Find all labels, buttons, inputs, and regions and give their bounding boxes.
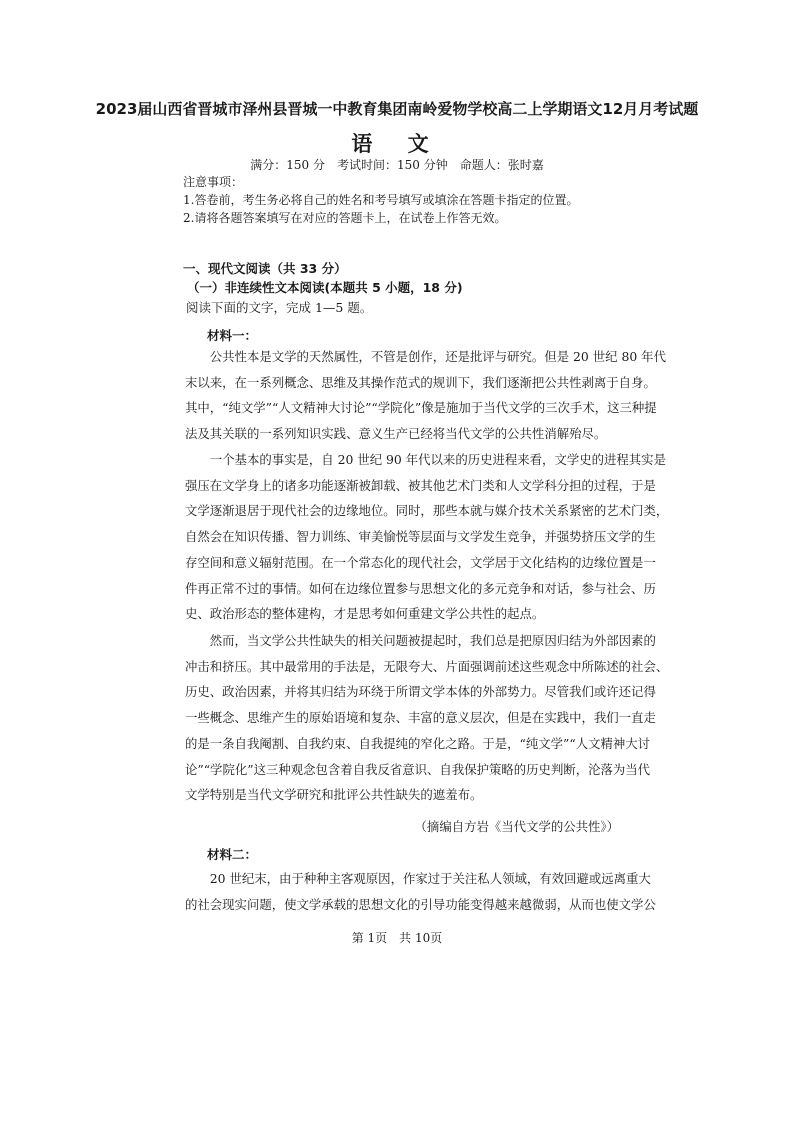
text-line: 冲击和挤压。其中最常用的手法是，无限夸大、片面强调前述这些观念中所陈述的社会、 <box>185 658 669 674</box>
subject-title: 语 文 <box>351 132 443 156</box>
text-line: 论”“学院化”这三种观念包含着自我反省意识、自我保护策略的历史判断，沦落为当代 <box>185 761 651 777</box>
text-line: 的是一条自我阉割、自我约束、自我提纯的窄化之路。于是，“纯文学”“人文精神大讨 <box>185 735 651 751</box>
text-line: 史、政治形态的整体建构，才是思考如何重建文学公共性的起点。 <box>185 606 545 622</box>
exam-title: 2023届山西省晋城市泽州县晋城一中教育集团南岭爱物学校高二上学期语文12月月考试题 <box>95 100 699 118</box>
material-1-paragraph-3 <box>185 628 669 808</box>
text-line: 其中，“纯文学”“人文精神大讨论”“学院化”像是施加于当代文学的三次手术，这三种提 <box>185 400 657 416</box>
section-title: 一、现代文阅读（共 33 分） <box>183 261 347 276</box>
material-1-paragraph-1 <box>185 344 666 447</box>
text-line: 一个基本的事实是，自 20 世纪 90 年代以来的历史进程来看，文学史的进程其实是 <box>185 452 666 467</box>
text-line: 一些概念、思维产生的原始语境和复杂、丰富的意义层次，但是在实践中，我们一直走 <box>185 710 656 726</box>
text-line: 公共性本是文学的天然属性，不管是创作，还是批评与研究。但是 20 世纪 80 年代 <box>185 349 666 364</box>
material-1-source: （摘编自方岩《当代文学的公共性》） <box>414 819 619 834</box>
exam-meta: 满分：150 分 考试时间：150 分钟 命题人：张时嘉 <box>250 158 544 172</box>
text-line: 文学特别是当代文学研究和批评公共性缺失的遮羞布。 <box>185 787 483 803</box>
page-footer: 第 1页 共 10页 <box>351 931 443 945</box>
notes-block <box>183 173 623 227</box>
material-1-paragraph-2 <box>185 447 669 627</box>
note-item: 2.请将各题答案填写在对应的答题卡上，在试卷上作答无效。 <box>183 211 507 225</box>
material-1-label: 材料一： <box>207 328 258 343</box>
text-line: 文学逐渐退居于现代社会的边缘地位。同时，那些本就与媒介技术关系紧密的艺术门类， <box>185 503 669 519</box>
section-subtitle: （一）非连续性文本阅读(本题共 5 小题，18 分) <box>187 280 463 295</box>
text-line: 末以来，在一系列概念、思维及其操作范式的规训下，我们逐渐把公共性剥离于自身。 <box>185 374 656 390</box>
notes-heading: 注意事项： <box>183 175 244 189</box>
text-line: 存空间和意义辐射范围。在一个常态化的现代社会，文学居于文化结构的边缘位置是一 <box>185 554 656 570</box>
text-line: 法及其关联的一系列知识实践、意义生产已经将当代文学的公共性消解殆尽。 <box>185 426 607 442</box>
text-line: 20 世纪末，由于种种主客观原因，作家过于关注私人领域，有效回避或远离重大 <box>185 871 651 886</box>
reading-prompt: 阅读下面的文字，完成 1—5 题。 <box>186 300 373 315</box>
text-line: 历史、政治因素，并将其归结为环绕于所谓文学本体的外部势力。尽管我们或许还记得 <box>185 684 656 700</box>
text-line: 强压在文学身上的诸多功能逐渐被卸载、被其他艺术门类和人文学科分担的过程，于是 <box>185 477 656 493</box>
material-2-label: 材料二： <box>207 847 258 862</box>
text-line: 的社会现实问题，使文学承载的思想文化的引导功能变得越来越微弱，从而也使文学公 <box>185 896 656 912</box>
text-line: 然而，当文学公共性缺失的相关问题被提起时，我们总是把原因归结为外部因素的 <box>185 633 656 648</box>
note-item: 1.答卷前，考生务必将自己的姓名和考号填写或填涂在答题卡指定的位置。 <box>183 193 579 207</box>
material-2-paragraph-1 <box>185 866 656 917</box>
text-line: 自然会在知识传播、智力训练、审美愉悦等层面与文学发生竞争，并强势挤压文学的生 <box>185 529 656 545</box>
text-line: 件再正常不过的事情。如何在边缘位置参与思想文化的多元竞争和对话，参与社会、历 <box>185 580 656 596</box>
